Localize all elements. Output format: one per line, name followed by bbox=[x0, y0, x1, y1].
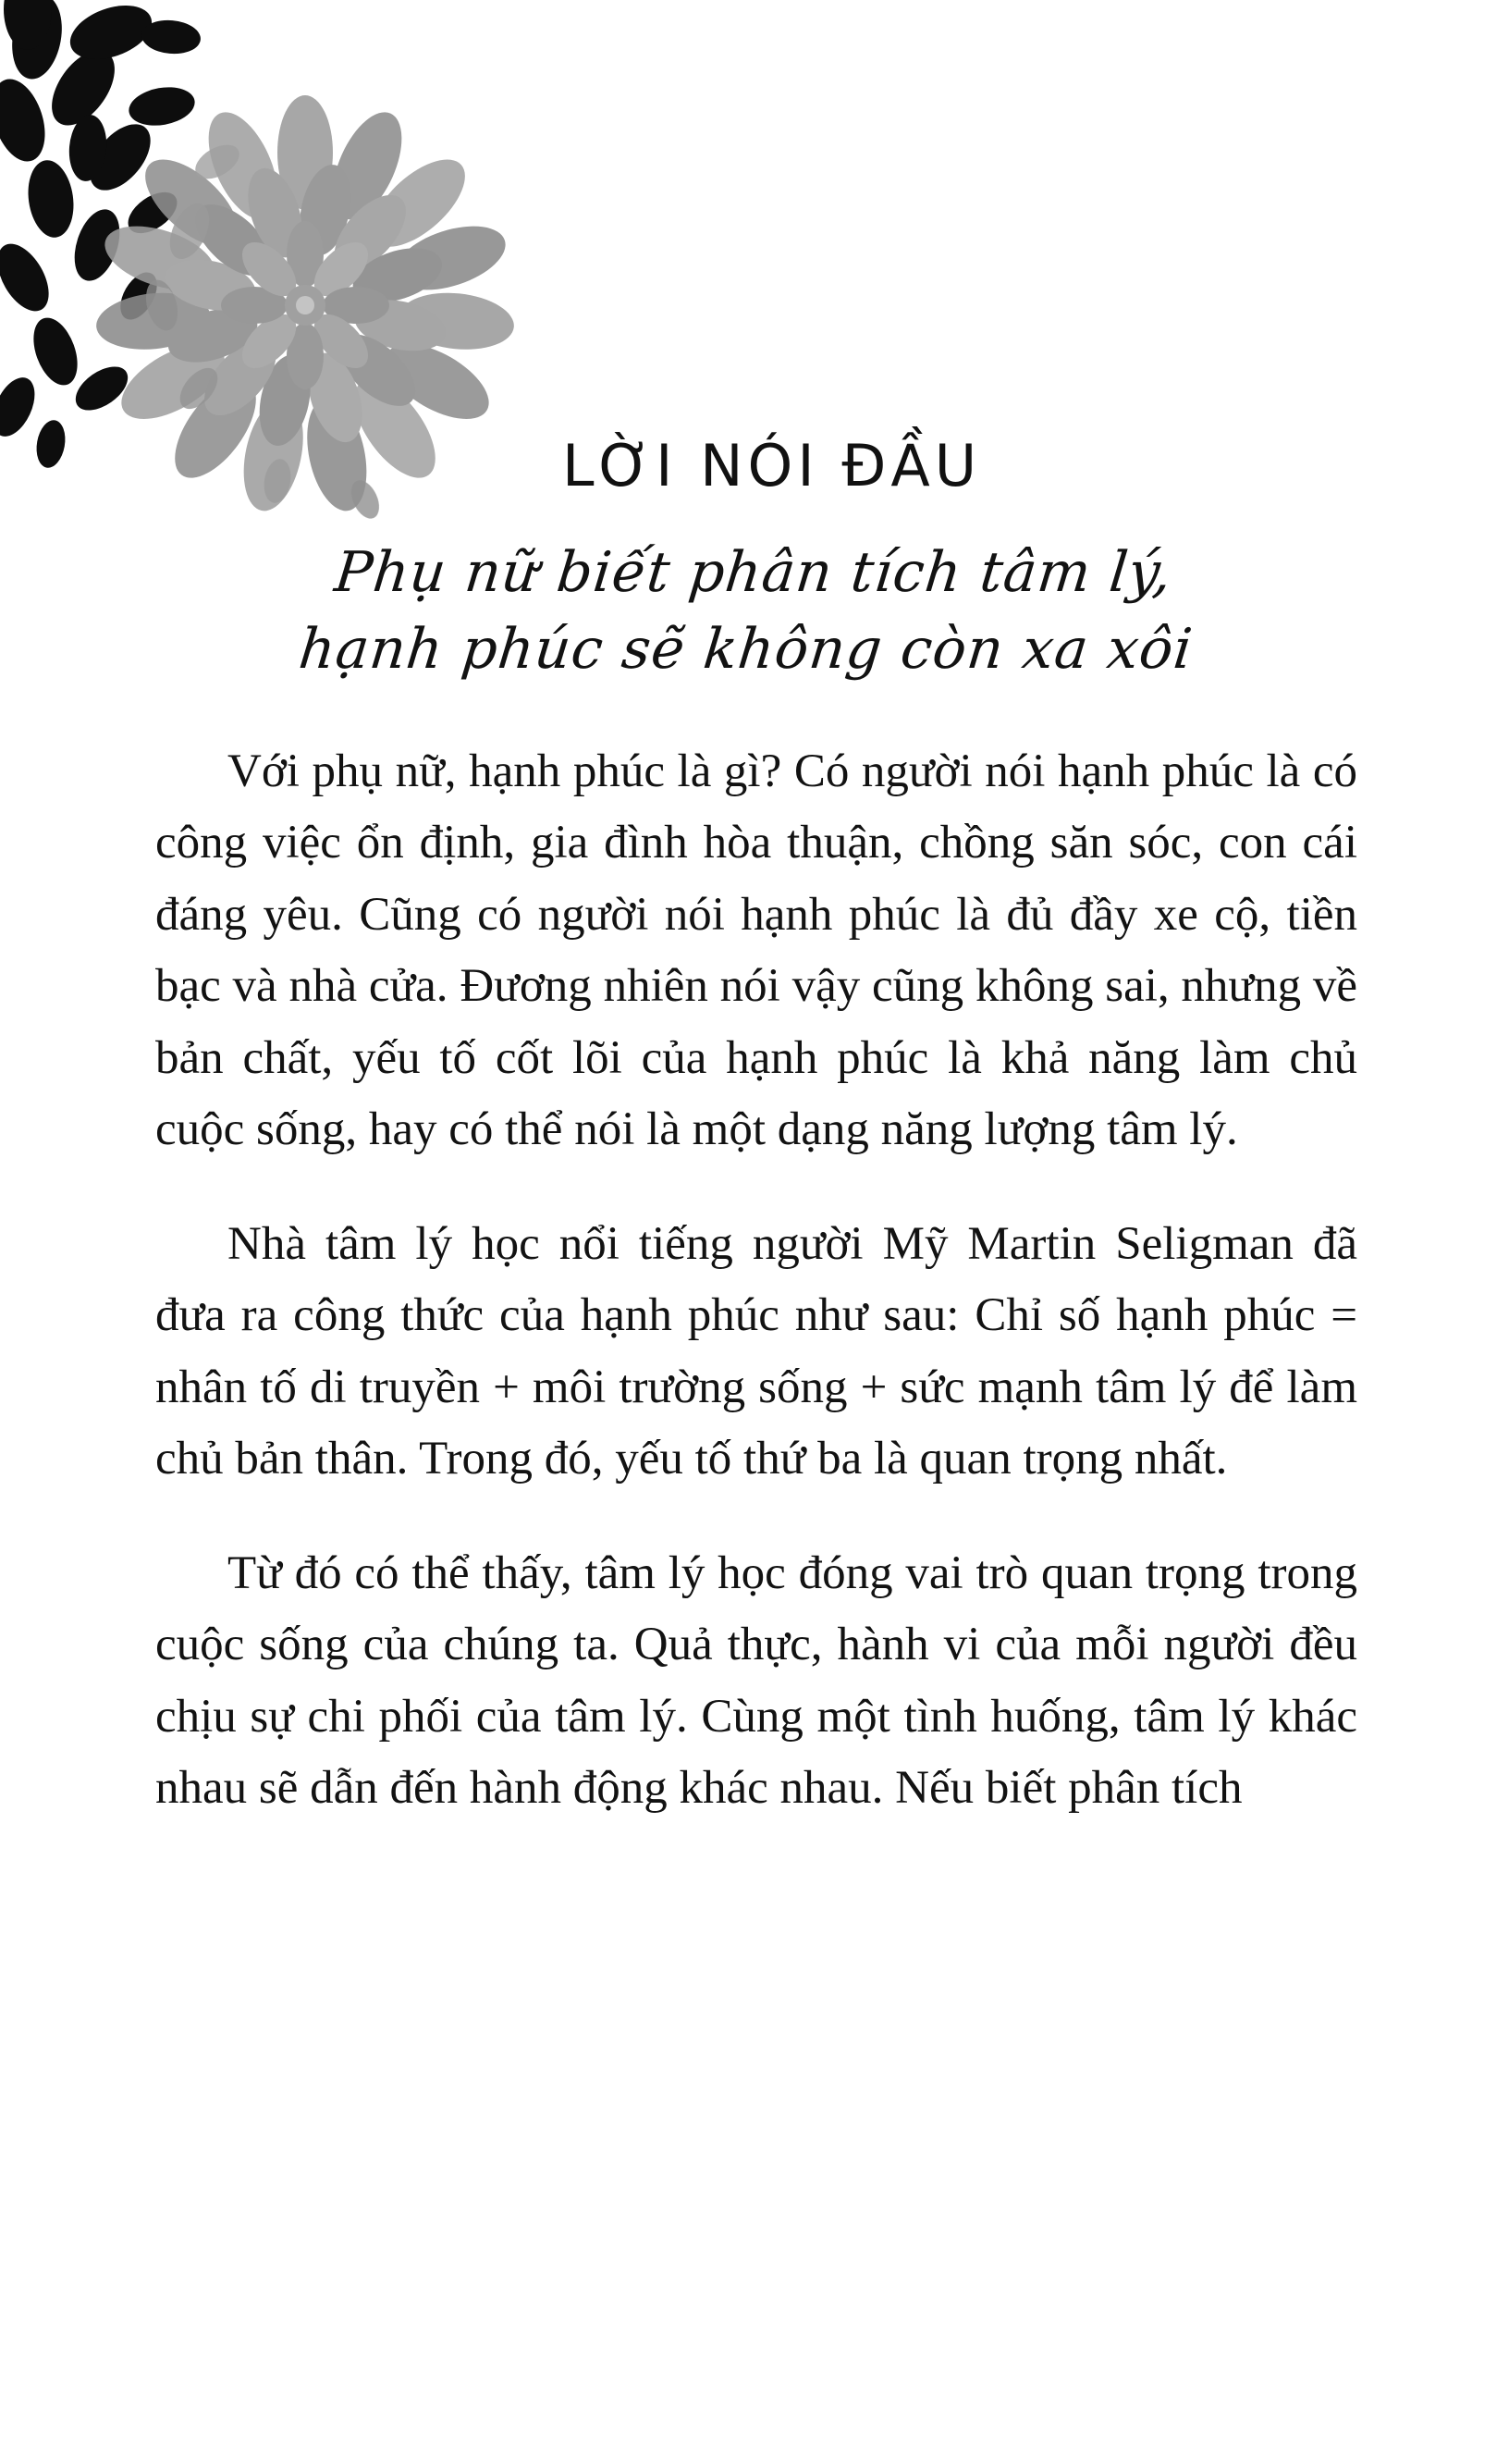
text-column bbox=[155, 0, 1357, 1825]
subtitle-line-1: Phụ nữ biết phân tích tâm lý, bbox=[331, 540, 1176, 606]
subtitle bbox=[147, 535, 1365, 688]
body-paragraph: Từ đó có thể thấy, tâm lý học đóng vai trò quan trọng trong cuộc sống của chúng ta. Quả thực, hành vi của mỗi người đều chịu sự chi phối của tâm lý. Cùng một tình huống, tâm lý khác nhau sẽ dẫn đến hành động khác nhau. Nếu biết phân tích bbox=[155, 1546, 1357, 1815]
body-paragraph: Với phụ nữ, hạnh phúc là gì? Có người nói hạnh phúc là có công việc ổn định, gia đình hòa thuận, chồng săn sóc, con cái đáng yêu. Cũng có người nói hạnh phúc là đủ đầy xe cộ, tiền bạc và nhà cửa. Đương nhiên nói vậy cũng không sai, nhưng về bản chất, yếu tố cốt lõi của hạnh phúc là khả năng làm chủ cuộc sống, hay có thể nói là một dạng năng lượng tâm lý. bbox=[155, 745, 1357, 1156]
body-paragraph: Nhà tâm lý học nổi tiếng người Mỹ Martin Seligman đã đưa ra công thức của hạnh phúc như sau: Chỉ số hạnh phúc = nhân tố di truyền + môi trường sống + sức mạnh tâm lý để làm chủ bản thân. Trong đó, yếu tố thứ ba là quan trọng nhất. bbox=[155, 1217, 1357, 1485]
subtitle-line-2: hạnh phúc sẽ không còn xa xôi bbox=[296, 616, 1196, 682]
page-title: LỜI NÓI ĐẦU bbox=[562, 432, 982, 499]
